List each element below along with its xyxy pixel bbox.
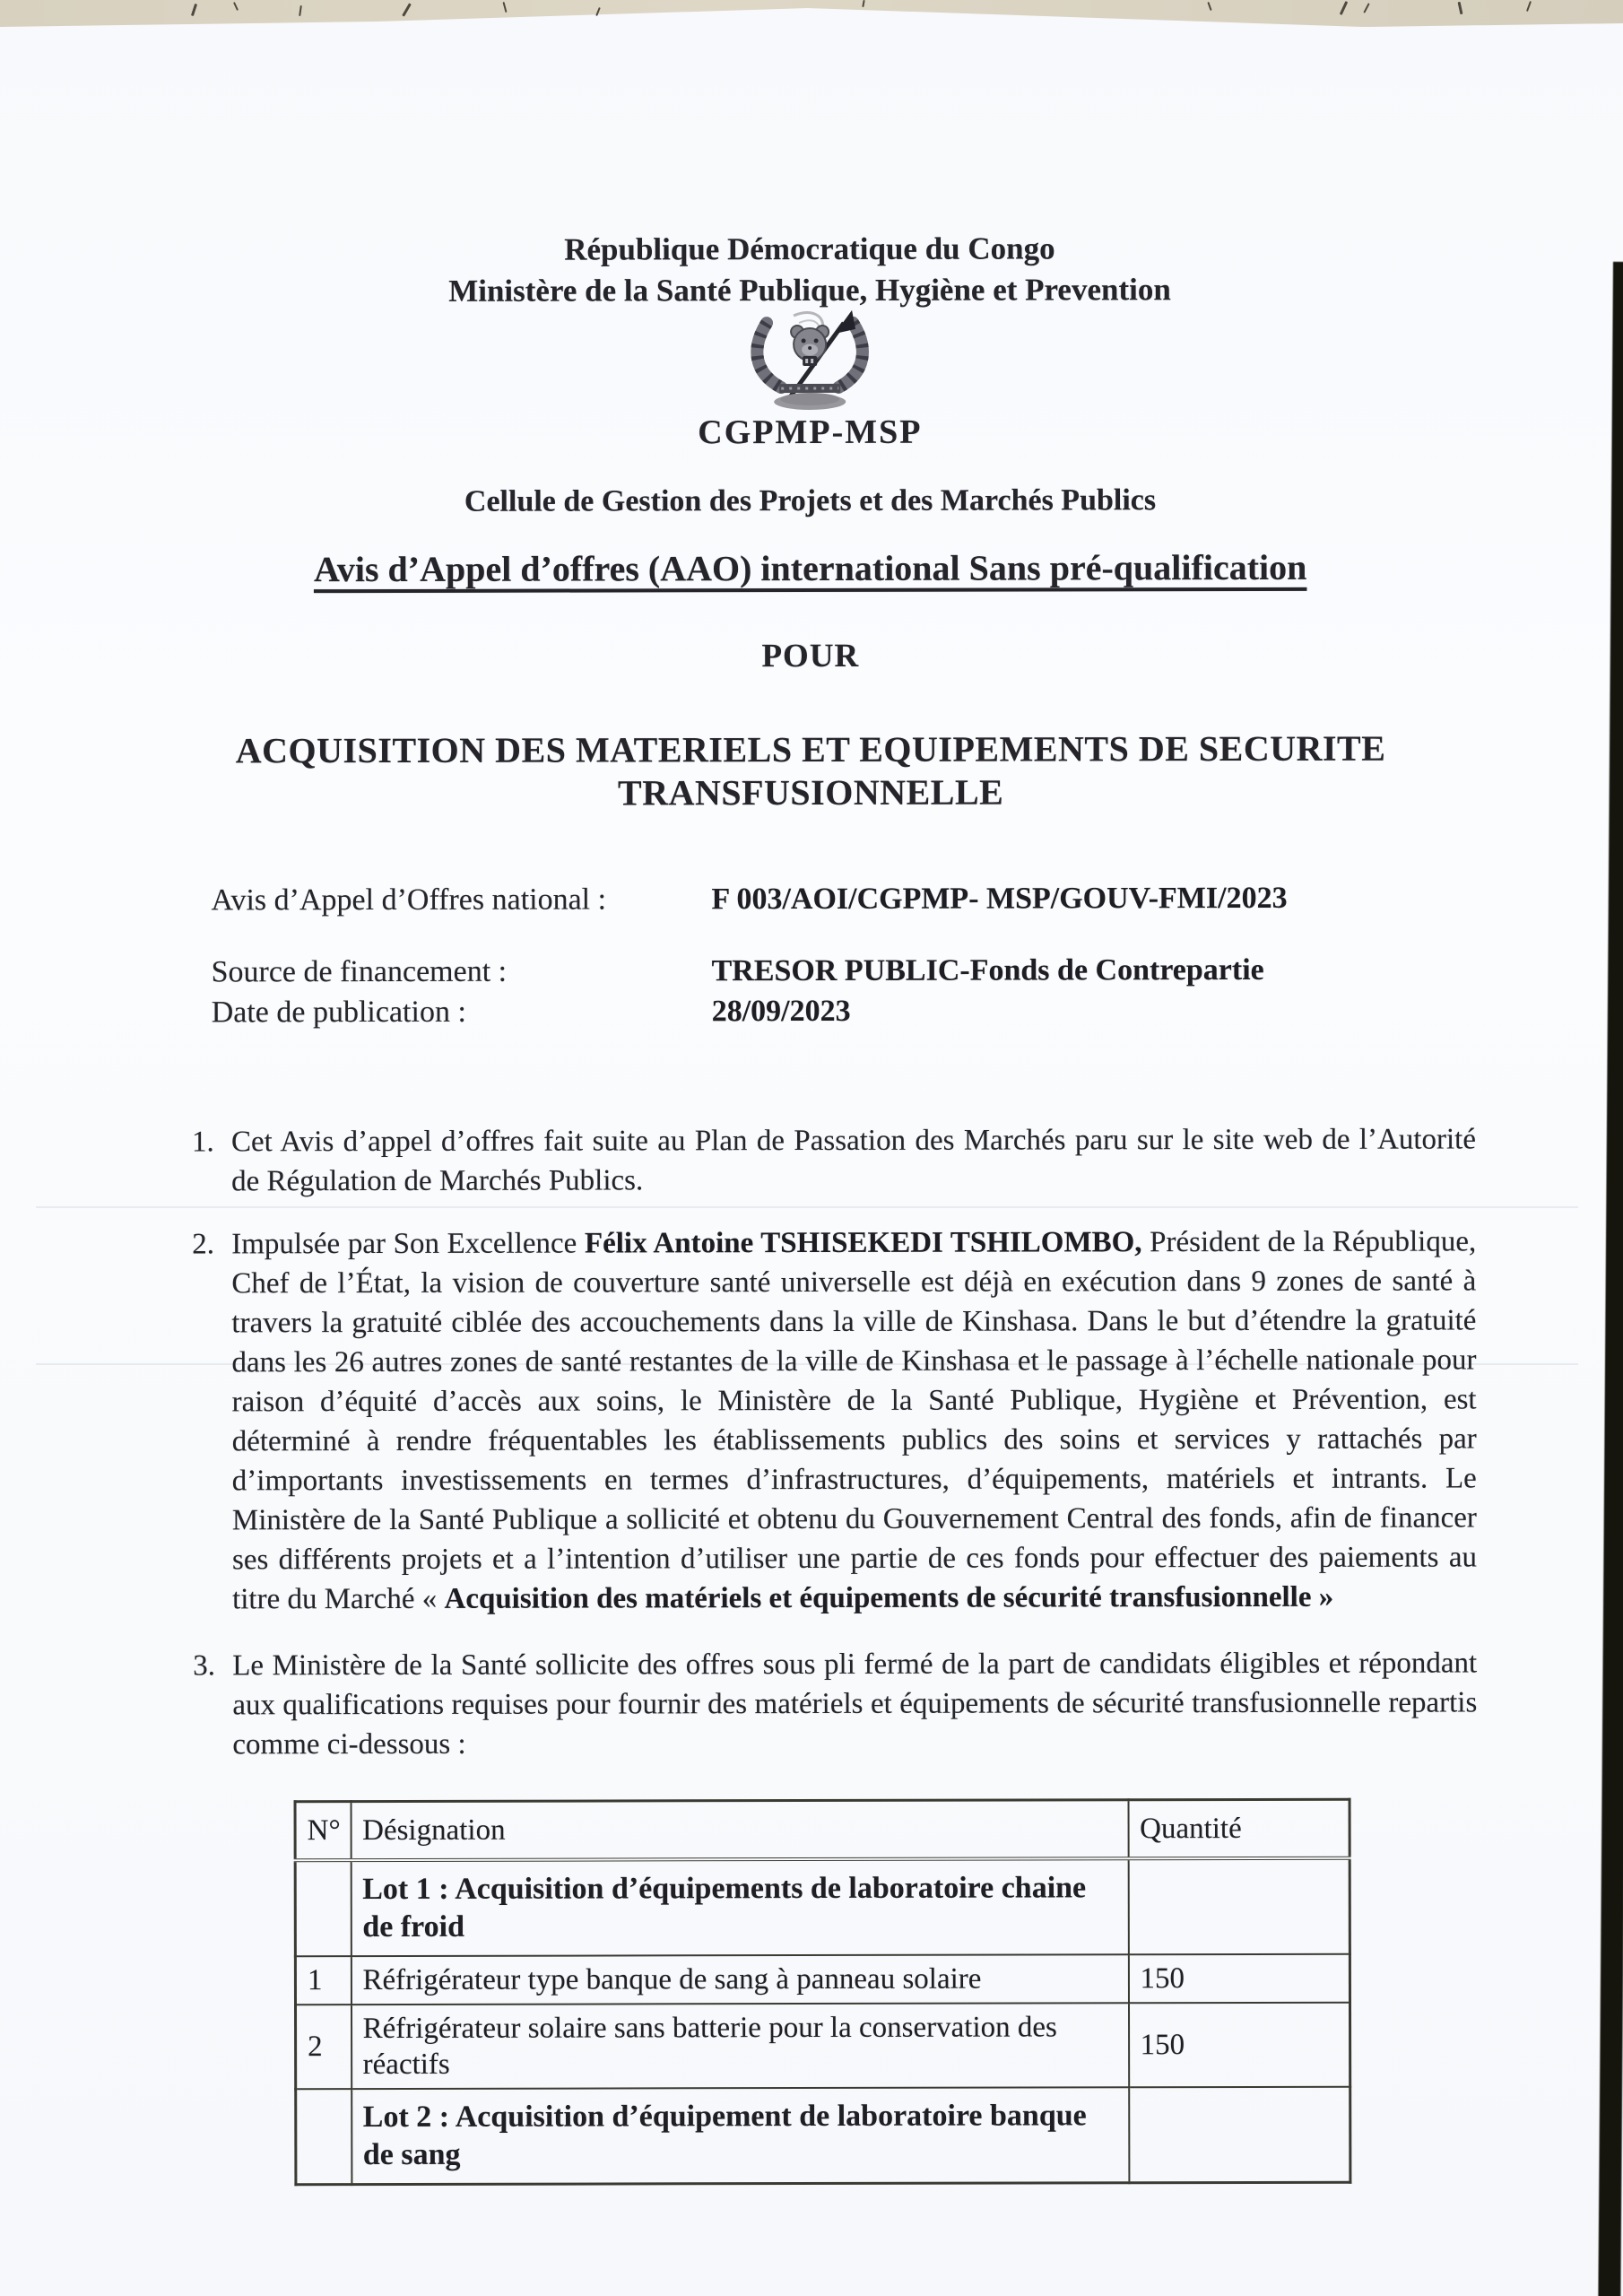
paragraph-number: 2. bbox=[192, 1228, 215, 1261]
table-row-item1 bbox=[295, 1954, 1350, 2005]
subject-title-line2: TRANSFUSIONNELLE bbox=[617, 771, 1004, 813]
field-value: 28/09/2023 bbox=[711, 994, 851, 1029]
cell-num: 2 bbox=[295, 2005, 351, 2089]
field-row-notice-number bbox=[211, 881, 1484, 918]
cell-num: 1 bbox=[295, 1956, 351, 2005]
paragraph-text bbox=[231, 1222, 1477, 1619]
president-name: Félix Antoine TSHISEKEDI TSHILOMBO, bbox=[584, 1226, 1142, 1260]
notice-title: Avis d’Appel d’offres (AAO) international Sans pré-qualification bbox=[313, 546, 1307, 590]
field-label: Source de financement : bbox=[211, 954, 508, 989]
paragraph-1 bbox=[192, 1119, 1476, 1201]
cell-designation: Lot 1 : Acquisition d’équipements de laboratoire chaine de froid bbox=[351, 1858, 1128, 1956]
paragraph-2 bbox=[192, 1222, 1477, 1619]
paragraph-number: 1. bbox=[191, 1126, 214, 1159]
field-row-publication-date bbox=[212, 993, 1485, 1030]
field-row-funding-source bbox=[212, 952, 1485, 989]
paragraph-run: Impulsée par Son Excellence bbox=[231, 1227, 585, 1261]
logo-container bbox=[151, 307, 1469, 416]
field-label: Avis d’Appel d’Offres national : bbox=[211, 883, 607, 918]
column-header-num: N° bbox=[295, 1802, 351, 1861]
document-body bbox=[192, 1119, 1478, 2186]
lots-table bbox=[294, 1798, 1352, 2186]
cell-designation: Lot 2 : Acquisition d’équipement de laboratoire banque de sang bbox=[352, 2087, 1129, 2184]
table-row-lot2 bbox=[296, 2087, 1350, 2185]
field-value: F 003/AOI/CGPMP- MSP/GOUV-FMI/2023 bbox=[711, 881, 1288, 917]
paragraph-text: Le Ministère de la Santé sollicite des offres sous pli fermé de la part de candidats éligibles et répondant aux qualifications requises pour fournir des matériels et équipements de sécurité transfusionnelle repartis comme ci-dessous : bbox=[232, 1647, 1478, 1761]
cell-quantity: 150 bbox=[1128, 1954, 1350, 2004]
column-header-quantity: Quantité bbox=[1128, 1799, 1350, 1858]
cell-quantity: 150 bbox=[1128, 2003, 1350, 2088]
table-row-item2 bbox=[295, 2003, 1350, 2089]
column-header-designation: Désignation bbox=[351, 1800, 1128, 1860]
connector-word: POUR bbox=[761, 637, 860, 675]
table-header-row bbox=[295, 1799, 1350, 1860]
cell-designation: Réfrigérateur solaire sans batterie pour la conservation des réactifs bbox=[351, 2003, 1128, 2089]
paragraph-text: Cet Avis d’appel d’offres fait suite au Plan de Passation des Marchés paru sur le site web de l’Autorité de Régulation de Marchés Publics. bbox=[230, 1123, 1477, 1198]
field-value: TRESOR PUBLIC-Fonds de Contrepartie bbox=[711, 952, 1264, 988]
cell-designation: Réfrigérateur type banque de sang à panneau solaire bbox=[351, 1954, 1128, 2005]
org-name: Cellule de Gestion des Projets et des Marchés Publics bbox=[464, 483, 1157, 518]
paragraph-3 bbox=[193, 1643, 1477, 1764]
field-label: Date de publication : bbox=[211, 995, 466, 1030]
cell-quantity bbox=[1128, 1858, 1350, 1955]
market-subject: Acquisition des matériels et équipements de sécurité transfusionnelle » bbox=[444, 1580, 1334, 1615]
cell-quantity bbox=[1129, 2087, 1350, 2183]
org-acronym: CGPMP-MSP bbox=[698, 413, 923, 452]
table-row-lot1 bbox=[295, 1858, 1350, 1956]
paragraph-run: Président de la République, Chef de l’État, la vision de couverture santé universelle est déjà en exécution dans 9 zones de santé à travers la gratuité ciblée des accouchements dans la ville de Kinshasa. Dans le but d’étendre la gratuité dans les 26 autres zones de santé restantes de la ville de Kinshasa et le passage à l’échelle nationale pour raison d’équité d’accès aux soins, le Ministère de la Santé Publique, Hygiène et Prévention, est déterminé à rendre fréquentables les établissements publics des soins et services y rattachés par d’importants investissements en termes d’infrastructures, d’équipements, matériels et intrants. Le Ministère de la Santé Publique a sollicité et obtenu du Gouvernement Central des fonds, afin de financer ses différents projets et a l’intention d’utiliser une partie de ces fonds pour effectuer des paiements au titre du Marché « bbox=[231, 1225, 1477, 1616]
header-country: République Démocratique du Congo bbox=[564, 230, 1055, 267]
cell-num bbox=[295, 1860, 351, 1956]
drc-coat-of-arms-logo bbox=[729, 309, 890, 411]
header-ministry: Ministère de la Santé Publique, Hygiène et Prevention bbox=[448, 272, 1171, 309]
cell-num bbox=[296, 2089, 352, 2185]
paragraph-number: 3. bbox=[193, 1649, 215, 1683]
subject-title-line1: ACQUISITION DES MATERIELS ET EQUIPEMENTS DE SECURITE bbox=[235, 727, 1386, 771]
